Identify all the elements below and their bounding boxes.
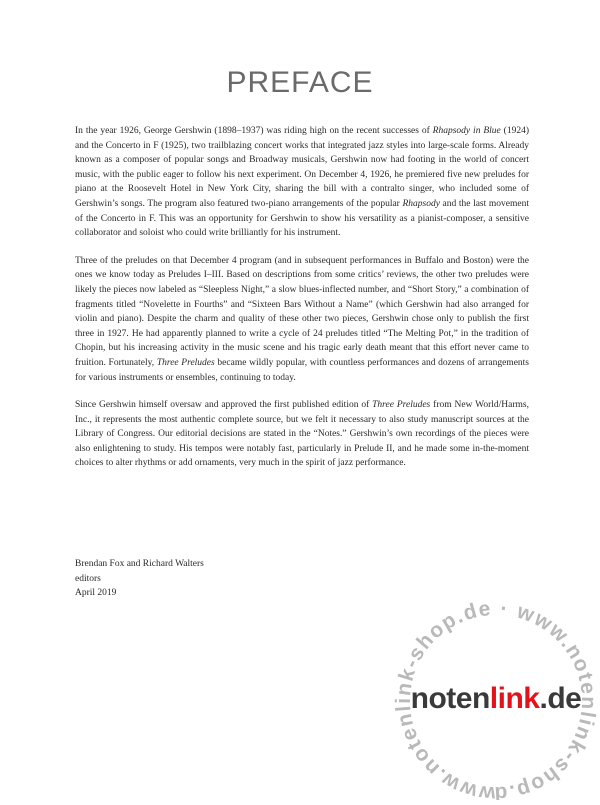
stamp-graphic: [372, 582, 600, 800]
paragraph-3: Since Gershwin himself oversaw and approved the first published edition of Three Preludes from New World/Harms, Inc., it represents the most authentic complete source, but we felt it necessary to also study manuscript sources at the Library of Congress. Our editorial decisions are stated in the “Notes.” Gershwin’s own recordings of the pieces were also enlightening to study. His tempos were notably fast, particularly in Prelude II, and he made some in-the-moment choices to alter rhythms or add ornaments, very much in the spirit of jazz performance.: [75, 400, 530, 469]
editor-names: Brendan Fox and Richard Walters: [75, 559, 204, 569]
stamp-brand-text: notenlink.de: [410, 682, 582, 715]
shop-watermark-stamp: [372, 582, 600, 800]
signature-date: April 2019: [75, 588, 117, 599]
signature-block: [75, 557, 204, 601]
preface-body: [75, 124, 529, 484]
page-title: PREFACE: [226, 66, 374, 99]
editor-role: editors: [75, 573, 101, 584]
paragraph-1: In the year 1926, George Gershwin (1898–1937) was riding high on the recent successes of Rhapsody in Blue (1924) and the Concerto in F (1925), two trailblazing concert works that integrated jazz styles into large-scale forms. Already known as a composer of popular songs and Broadway musicals, Gershwin now had footing in the world of concert music, with the public eager to follow his next experiment. On December 4, 1926, he premiered five new preludes for piano at the Roosevelt Hotel in New York City, sharing the bill with a contralto singer, who included some of Gershwin’s songs. The program also featured two-piano arrangements of the popular Rhapsody and the last movement of the Concerto in F. This was an opportunity for Gershwin to show his versatility as a pianist-composer, a sensitive collaborator and soloist who could write brilliantly for his instrument.: [75, 126, 530, 239]
paragraph-2: Three of the preludes on that December 4 program (and in subsequent performances in Buffalo and Boston) were the ones we know today as Preludes I–III. Based on descriptions from some critics’ reviews, the other two preludes were likely the pieces now labeled as “Sleepless Night,” a slow blues-inflected number, and “Short Story,” a combination of fragments titled “Novelette in Fourths” and “Sixteen Bars Without a Name” (which Gershwin had also arranged for violin and piano). Despite the charm and quality of these other two pieces, Gershwin chose only to publish the first three in 1927. He had apparently planned to write a cycle of 24 preludes titled “The Melting Pot,” in the tradition of Chopin, but his increasing activity in the music scene and his tragic early death meant that this effort never came to fruition. Fortunately, Three Preludes became wildly popular, with countless performances and dozens of arrangements for various instruments or ensembles, continuing to today.: [75, 255, 530, 383]
stamp-ring-text: www.notenlink-shop.de · www.notenlink-shop.d: [391, 596, 600, 800]
